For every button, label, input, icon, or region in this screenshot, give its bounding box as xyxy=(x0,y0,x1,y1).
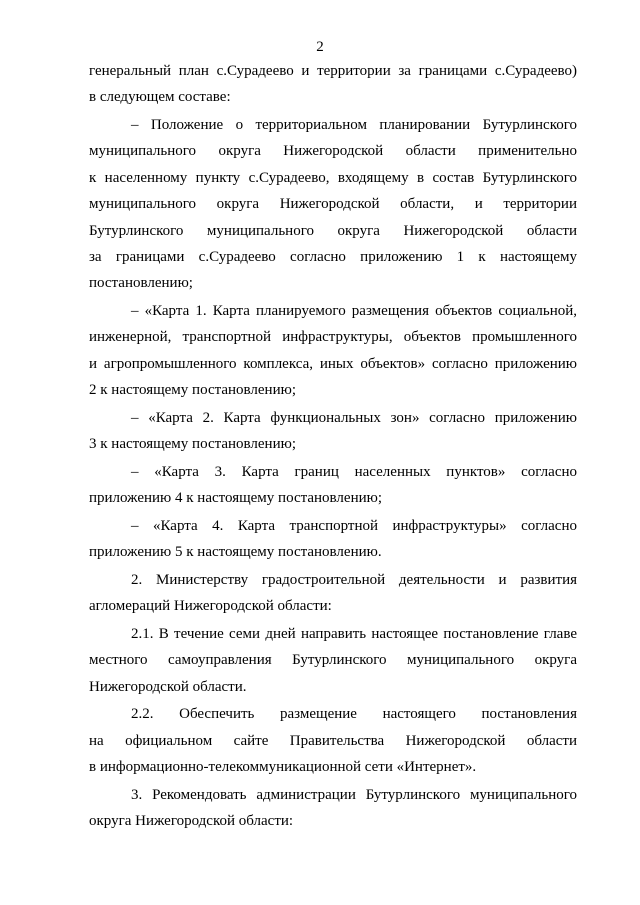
text-line: постановлению; xyxy=(89,275,193,292)
text-line: приложению 4 к настоящему постановлению; xyxy=(89,490,382,507)
text-line: в следующем составе: xyxy=(89,89,231,106)
paragraph-map-3-item xyxy=(89,459,577,512)
paragraph-point-2-1 xyxy=(89,621,577,700)
text-line: 3 к настоящему постановлению; xyxy=(89,436,296,453)
text-line: муниципального округа Нижегородской области применительно xyxy=(89,143,577,160)
text-line: 2 к настоящему постановлению; xyxy=(89,382,296,399)
paragraph-point-3 xyxy=(89,782,577,835)
text-line: агломераций Нижегородской области: xyxy=(89,598,332,615)
text-line: – «Карта 3. Карта границ населенных пунктов» согласно xyxy=(131,463,577,480)
text-line: – «Карта 1. Карта планируемого размещения объектов социальной, xyxy=(131,303,577,320)
text-line: – Положение о территориальном планировании Бутурлинского xyxy=(131,117,577,133)
text-line: Бутурлинского муниципального округа Нижегородской области xyxy=(89,222,577,239)
text-line: 2. Министерству градостроительной деятельности и развития xyxy=(131,571,577,588)
paragraph-point-2 xyxy=(89,567,577,620)
paragraph-map-1-item xyxy=(89,298,577,404)
text-line: и агропромышленного комплекса, иных объектов» согласно приложению xyxy=(89,355,577,372)
text-line: 2.1. В течение семи дней направить настоящее постановление главе xyxy=(131,625,577,642)
text-line: в информационно-телекоммуникационной сети «Интернет». xyxy=(89,759,477,776)
text-line: местного самоуправления Бутурлинского муниципального округа xyxy=(89,652,577,669)
text-line: на официальном сайте Правительства Нижегородской области xyxy=(89,732,577,749)
paragraph-map-2-item xyxy=(89,405,577,458)
text-line: муниципального округа Нижегородской области, и территории xyxy=(89,196,577,213)
text-line: за границами с.Сурадеево согласно приложению 1 к настоящему xyxy=(89,249,577,266)
text-line: 2.2. Обеспечить размещение настоящего постановления xyxy=(131,706,577,723)
text-line: к населенному пункту с.Сурадеево, входящему в состав Бутурлинского xyxy=(89,169,577,186)
document-body xyxy=(89,58,577,834)
text-line: – «Карта 4. Карта транспортной инфраструктуры» согласно xyxy=(131,517,577,534)
text-line: генеральный план с.Сурадеево и территории за границами с.Сурадеево) xyxy=(89,63,577,79)
paragraph-regulation-item xyxy=(89,112,577,297)
text-line: 3. Рекомендовать администрации Бутурлинского муниципального xyxy=(131,786,577,803)
text-line: приложению 5 к настоящему постановлению. xyxy=(89,544,382,561)
text-line: – «Карта 2. Карта функциональных зон» согласно приложению xyxy=(131,409,577,426)
page-number: 2 xyxy=(316,39,324,55)
text-line: Нижегородской области. xyxy=(89,678,247,695)
paragraph-intro xyxy=(89,58,577,111)
text-line: округа Нижегородской области: xyxy=(89,813,294,830)
text-line: инженерной, транспортной инфраструктуры, объектов промышленного xyxy=(89,329,577,346)
paragraph-point-2-2 xyxy=(89,701,577,780)
paragraph-map-4-item xyxy=(89,513,577,566)
